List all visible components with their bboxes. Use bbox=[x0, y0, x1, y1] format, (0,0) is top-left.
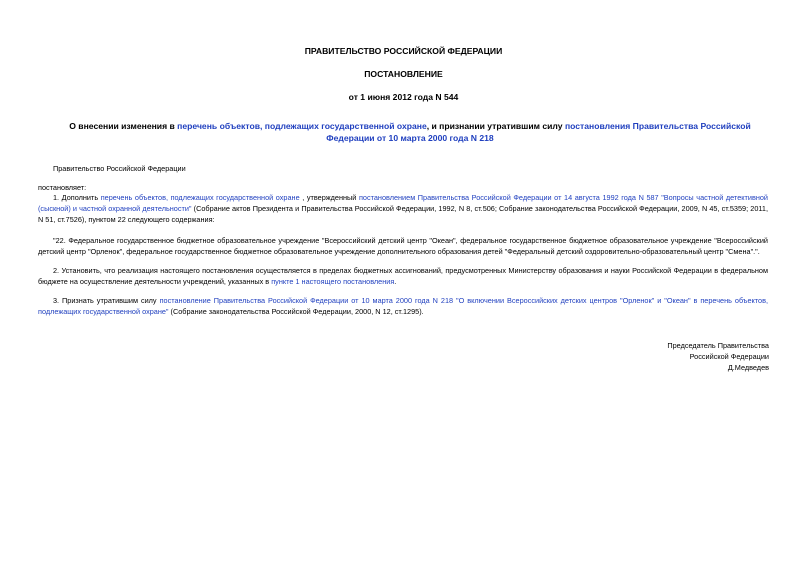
paragraph-1-link-resolution-587[interactable]: постановлением Правительства Российской Федерации от 14 августа 1992 года N 587 "Вопросы частной детективной (сыскной) и частной охранной деятельности" bbox=[38, 193, 769, 213]
resolves-text: постановляет: bbox=[38, 183, 87, 192]
subject-text-2: , и признании утратившим силу bbox=[426, 121, 565, 131]
government-title: ПРАВИТЕЛЬСТВО РОССИЙСКОЙ ФЕДЕРАЦИИ bbox=[304, 46, 503, 56]
paragraph-2-text-1: 2. Установить, что реализация настоящего постановления осуществляется в пределах бюджетных ассигнований, предусмотренных Министерству образования и науки Российской Федерации в федеральном бюджете на осуществление деятельности учреждений, указанных в bbox=[38, 266, 768, 286]
quoted-point-22: "22. Федеральное государственное бюджетное образовательное учреждение "Всероссийский детский центр "Океан", федеральное государственное бюджетное образовательное учреждение "Всероссийский детский центр "Орленок", федеральное государственное бюджетное образовательное учреждение дополнительного образования детей "Федеральный детский оздоровительно-образовательный центр "Смена".". bbox=[38, 236, 768, 256]
document-type: ПОСТАНОВЛЕНИЕ bbox=[364, 69, 443, 79]
signature-name: Д.Медведев bbox=[727, 363, 769, 372]
paragraph-3-text-1: 3. Признать утратившим силу bbox=[53, 296, 160, 305]
paragraph-1-text-3: (Собрание актов Президента и Правительства Российской Федерации, 1992, N 8, ст.506; Собрание законодательства Российской Федерации, 2009, N 45, ст.5359; 2011, N 51, ст.7526), пунктом 22 следующего содержания: bbox=[38, 203, 768, 224]
document-date: от 1 июня 2012 года N 544 bbox=[348, 92, 459, 102]
paragraph-3-link-resolution-218[interactable]: постановление Правительства Российской Федерации от 10 марта 2000 года N 218 "О включении Всероссийских детских центров "Орленок" и "Океан" в перечень объектов, подлежащих государственной охране" bbox=[38, 296, 768, 316]
document-subject bbox=[50, 121, 770, 144]
subject-link-objects-list[interactable]: перечень объектов, подлежащих государственной охране bbox=[177, 121, 427, 131]
signature-block bbox=[569, 340, 769, 373]
paragraph-1-text-1: 1. Дополнить bbox=[53, 193, 101, 202]
paragraph-3 bbox=[38, 296, 768, 318]
paragraph-2-text-2: . bbox=[394, 276, 397, 286]
paragraph-2-link-point-1[interactable]: пункте 1 настоящего постановления bbox=[271, 276, 395, 286]
subject-link-resolution-218[interactable]: постановления Правительства Российской Федерации от 10 марта 2000 года N 218 bbox=[326, 121, 751, 143]
paragraph-2 bbox=[38, 266, 768, 288]
paragraph-1-link-objects-list[interactable]: перечень объектов, подлежащих государственной охране bbox=[100, 193, 300, 202]
paragraph-3-text-2: (Собрание законодательства Российской Федерации, 2000, N 12, ст.1295). bbox=[168, 306, 424, 316]
subject-text-1: О внесении изменения в bbox=[69, 121, 178, 131]
paragraph-1 bbox=[38, 193, 768, 225]
signature-country: Российской Федерации bbox=[689, 352, 769, 361]
signature-position: Председатель Правительства bbox=[667, 341, 769, 350]
paragraph-1-text-2: , утвержденный bbox=[299, 193, 359, 202]
intro-text: Правительство Российской Федерации bbox=[53, 164, 186, 173]
